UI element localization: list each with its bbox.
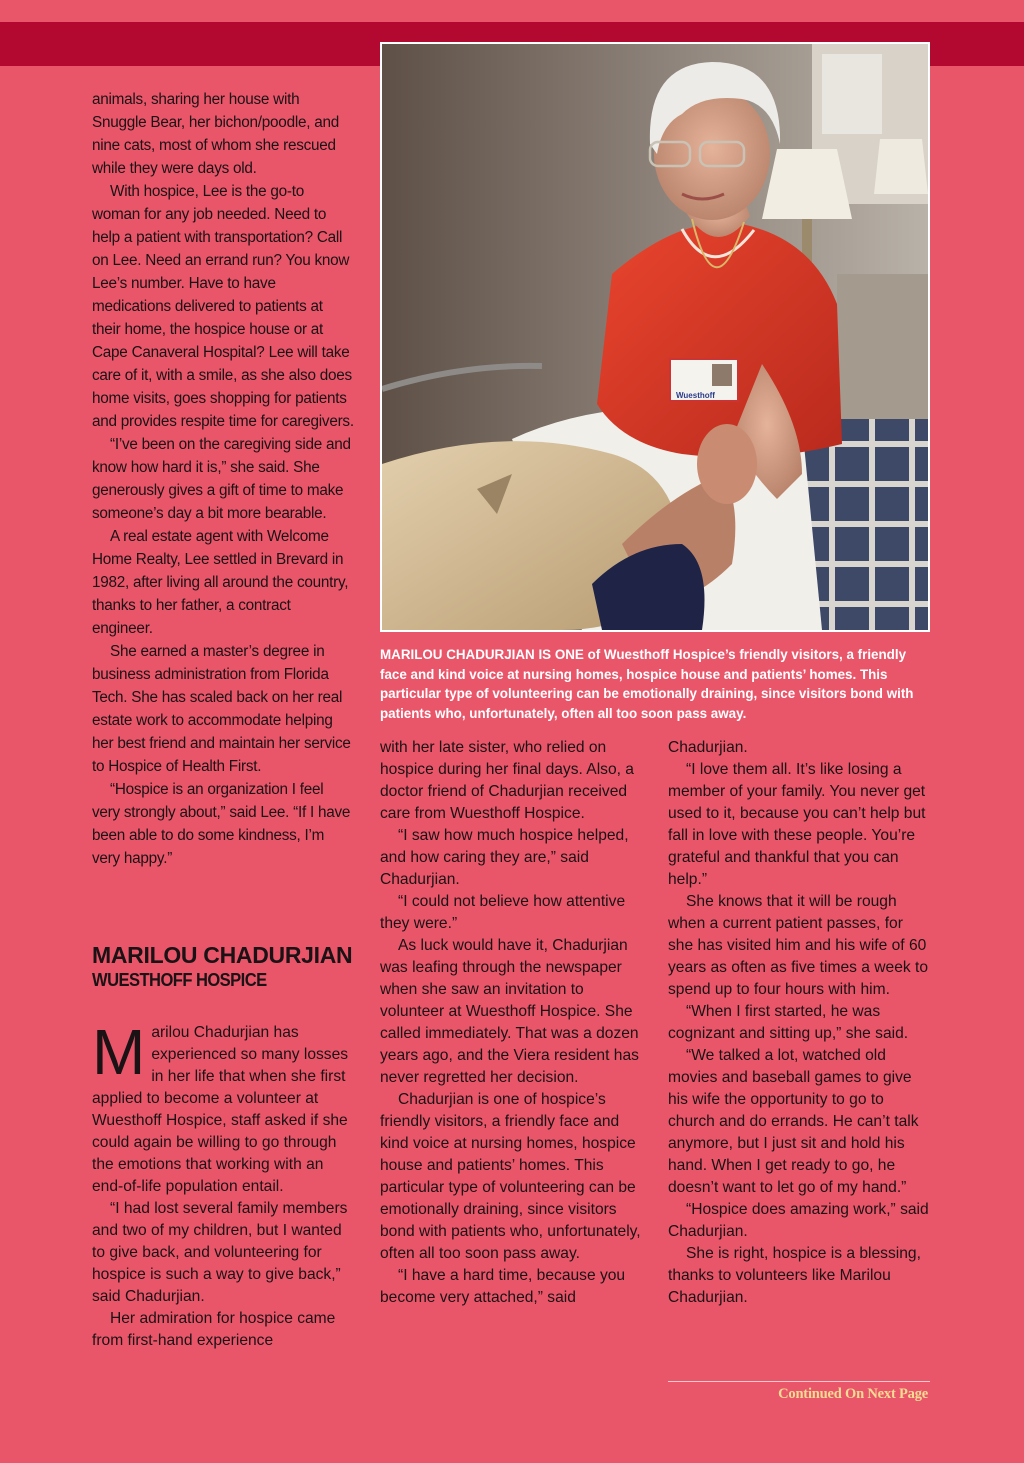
- paragraph: animals, sharing her house with Snuggle Bear, her bichon/poodle, and nine cats, most of whom she rescued while they were days old.: [92, 91, 339, 177]
- paragraph: “Hospice does amazing work,” said Chadurjian.: [668, 1201, 929, 1240]
- plaid-blanket: [802, 419, 928, 630]
- caption-text: of Wuesthoff Hospice’s friendly visitors, a friendly face and kind voice at nursing homes, hospice house and patients’ homes. This particular type of volunteering can be emotionally draining, since visitors bond with patients who, unfortunately, often all too soon pass away.: [380, 647, 914, 721]
- section-name: MARILOU CHADURJIAN: [92, 942, 353, 968]
- article-column-1: [92, 88, 354, 870]
- article-column-1-lower: [92, 1016, 354, 1352]
- article-column-3: [668, 737, 932, 1309]
- article-column-2: [380, 737, 644, 1309]
- paragraph: She knows that it will be rough when a current patient passes, for she has visited him and his wife of 60 years as often as five times a week to spend up to four hours with him.: [668, 893, 929, 998]
- top-band: [0, 0, 1024, 22]
- paragraph: Chadurjian is one of hospice’s friendly visitors, a friendly face and kind voice at nursing homes, hospice house and patients’ homes. This particular type of volunteering can be emotionally draining, since visitors bond with patients who, unfortunately, often all too soon pass away.: [380, 1091, 641, 1262]
- paragraph: As luck would have it, Chadurjian was leafing through the newspaper when she saw an invitation to volunteer at Wuesthoff Hospice. She called immediately. That was a dozen years ago, and the Viera resident has never regretted her decision.: [380, 937, 639, 1086]
- paragraph: “I could not believe how attentive they were.”: [380, 893, 626, 932]
- section-heading: [92, 942, 362, 991]
- drop-cap: M: [92, 1016, 146, 1088]
- continued-next-page-link[interactable]: Continued On Next Page: [778, 1386, 928, 1402]
- paragraph: “When I first started, he was cognizant and sitting up,” she said.: [668, 1003, 909, 1042]
- photo-caption: [380, 645, 932, 723]
- paragraph: “I have a hard time, because you become very attached,” said: [380, 1267, 626, 1306]
- badge-text: Wuesthoff: [676, 391, 715, 400]
- paragraph: “Hospice is an organization I feel very strongly about,” said Lee. “If I have been able to do some kindness, I’m very happy.”: [92, 781, 351, 867]
- paragraph-with-dropcap: [92, 1016, 354, 1198]
- paragraph: “I love them all. It’s like losing a member of your family. You never get used to it, because you can’t help but fall in love with these people. You’re grateful and thankful that you can help.”: [668, 761, 926, 888]
- paragraph: She is right, hospice is a blessing, thanks to volunteers like Marilou Chadurjian.: [668, 1245, 921, 1306]
- photo-volunteer-with-patient: [380, 42, 930, 632]
- paragraph: She earned a master’s degree in business administration from Florida Tech. She has scaled back on her real estate work to accommodate helping her best friend and maintain her service to Hospice of Health First.: [92, 643, 351, 775]
- paragraph: A real estate agent with Welcome Home Realty, Lee settled in Brevard in 1982, after living all around the country, thanks to her father, a contract engineer.: [92, 528, 349, 637]
- photo-illustration: [382, 44, 928, 630]
- paragraph: Her admiration for hospice came from first-hand experience: [92, 1310, 336, 1349]
- paragraph: “I had lost several family members and two of my children, but I wanted to give back, and volunteering for hospice is such a way to give back,” said Chadurjian.: [92, 1200, 348, 1305]
- footer-rule: [668, 1381, 930, 1382]
- paragraph: “We talked a lot, watched old movies and baseball games to give his wife the opportunity to go to church and do errands. He can’t talk anymore, but I just sit and hold his hand. When I get ready to go, he doesn’t want to let go of my hand.”: [668, 1047, 919, 1196]
- paragraph: “I’ve been on the caregiving side and know how hard it is,” she said. She generously gives a gift of time to make someone’s day a bit more bearable.: [92, 436, 351, 522]
- paragraph: “I saw how much hospice helped, and how caring they are,” said Chadurjian.: [380, 827, 629, 888]
- paragraph: With hospice, Lee is the go-to woman for any job needed. Need to help a patient with transportation? Call on Lee. Need an errand run? You know Lee’s number. Have to have medications delivered to patients at their home, the hospice house or at Cape Canaveral Hospital? Lee will take care of it, with a smile, as she also does home visits, goes shopping for patients and provides respite time for caregivers.: [92, 183, 354, 430]
- paragraph: with her late sister, who relied on hospice during her final days. Also, a doctor friend of Chadurjian received care from Wuesthoff Hospice.: [380, 739, 634, 822]
- paragraph: Chadurjian.: [668, 739, 748, 756]
- caption-lead: MARILOU CHADURJIAN IS ONE: [380, 647, 584, 662]
- first-paragraph-text: arilou Chadurjian has experienced so many losses in her life that when she first applied to become a volunteer at Wuesthoff Hospice, staff asked if she could again be willing to go through the emotions that working with an end-of-life population entail.: [92, 1024, 349, 1195]
- section-organization: WUESTHOFF HOSPICE: [92, 970, 267, 990]
